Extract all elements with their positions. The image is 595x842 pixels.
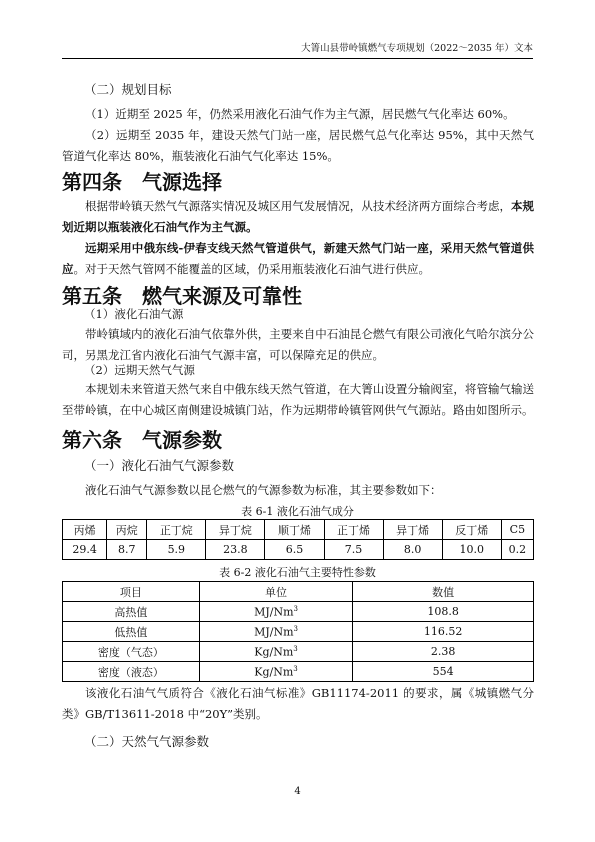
table-cell-value: 108.8 bbox=[353, 602, 534, 622]
table-cell-unit bbox=[199, 662, 353, 682]
table-header-cell: 项目 bbox=[63, 582, 200, 602]
article-4-para1-bold: 本规划近期以瓶装液化石油气作为主气源。 bbox=[62, 199, 534, 234]
article-6-subheading-natural-gas-parameters: （二）天然气气源参数 bbox=[84, 734, 210, 749]
table-header-cell: 丙烯 bbox=[63, 520, 107, 540]
table-cell-item: 密度（液态） bbox=[63, 662, 200, 682]
table-cell-item: 高热值 bbox=[63, 602, 200, 622]
table-cell-value: 116.52 bbox=[353, 622, 534, 642]
article-4-para1-text: 根据带岭镇天然气气源落实情况及城区用气发展情况，从技术经济两方面综合考虑， bbox=[85, 199, 511, 213]
table-header-cell: 顺丁烯 bbox=[265, 520, 324, 540]
unit-text: Kg/Nm bbox=[254, 665, 294, 679]
article-4-title: 第四条 气源选择 bbox=[62, 170, 222, 194]
table-row bbox=[63, 662, 534, 682]
table-header-cell: 丙烷 bbox=[107, 520, 147, 540]
table-cell-unit bbox=[199, 642, 353, 662]
lpg-composition-table bbox=[62, 519, 534, 560]
table-cell: 8.7 bbox=[107, 540, 147, 560]
section-heading-planning-goal: （二）规划目标 bbox=[84, 82, 172, 97]
table-cell: 23.8 bbox=[206, 540, 265, 560]
article-5-paragraph-natural-gas: 本规划未来管道天然气来自中俄东线天然气管道，在大箐山设置分输阀室，将管输气输送至带岭镇，在中心城区南侧建设城镇门站，作为远期带岭镇管网供气气源站。路由如图所示。 bbox=[62, 382, 534, 417]
article-6-conclusion: 该液化石油气气质符合《液化石油气标准》GB11174-2011 的要求，属《城镇燃气分类》GB/T13611-2018 中“20Y”类别。 bbox=[62, 686, 534, 721]
goal-item-long-term: （2）远期至 2035 年，建设天然气门站一座，居民燃气总气化率达 95%，其中天然气管道气化率达 80%，瓶装液化石油气气化率达 15%。 bbox=[62, 128, 534, 163]
table-cell-unit bbox=[199, 622, 353, 642]
unit-superscript: 3 bbox=[293, 664, 298, 673]
article-5-subheading-lpg: （1）液化石油气源 bbox=[84, 307, 184, 321]
page-number: 4 bbox=[294, 786, 301, 797]
article-6-title: 第六条 气源参数 bbox=[62, 428, 222, 452]
table-cell: 8.0 bbox=[383, 540, 442, 560]
article-5-subheading-natural-gas: （2）远期天然气气源 bbox=[84, 363, 195, 377]
table-cell: 10.0 bbox=[442, 540, 501, 560]
table-cell-unit bbox=[199, 602, 353, 622]
article-4-para2-text: 。对于天然气管网不能覆盖的区域，仍采用瓶装液化石油气进行供应。 bbox=[73, 262, 430, 276]
table-cell: 5.9 bbox=[147, 540, 206, 560]
article-6-intro: 液化石油气气源参数以昆仑燃气的气源参数为标准，其主要参数如下： bbox=[85, 483, 442, 497]
unit-text: Kg/Nm bbox=[254, 645, 294, 659]
article-6-subheading-lpg-parameters: （一）液化石油气气源参数 bbox=[84, 458, 235, 473]
table-cell: 29.4 bbox=[63, 540, 107, 560]
table-cell-value: 554 bbox=[353, 662, 534, 682]
table-6-2-caption: 表 6-2 液化石油气主要特性参数 bbox=[219, 566, 376, 579]
table-cell: 0.2 bbox=[501, 540, 533, 560]
article-5-paragraph-lpg: 带岭镇域内的液化石油气依靠外供，主要来自中石油昆仑燃气有限公司液化气哈尔滨分公司，另黑龙江省内液化石油气气源丰富，可以保障充足的供应。 bbox=[62, 327, 534, 362]
table-header-cell: 反丁烯 bbox=[442, 520, 501, 540]
table-6-1-caption: 表 6-1 液化石油气成分 bbox=[241, 505, 354, 518]
table-cell-value: 2.38 bbox=[353, 642, 534, 662]
table-row bbox=[63, 602, 534, 622]
table-row bbox=[63, 520, 534, 540]
running-header: 大箐山县带岭镇燃气专项规划（2022～2035 年）文本 bbox=[301, 43, 533, 54]
table-cell: 7.5 bbox=[324, 540, 383, 560]
table-row bbox=[63, 540, 534, 560]
article-4-paragraph-2 bbox=[62, 238, 534, 280]
table-header-cell: 数值 bbox=[353, 582, 534, 602]
table-header-cell: 异丁烷 bbox=[206, 520, 265, 540]
unit-superscript: 3 bbox=[293, 624, 298, 633]
table-header-cell: C5 bbox=[501, 520, 533, 540]
table-header-cell: 正丁烯 bbox=[324, 520, 383, 540]
table-row bbox=[63, 642, 534, 662]
goal-item-near-term: （1）近期至 2025 年，仍然采用液化石油气作为主气源，居民燃气气化率达 60%。 bbox=[85, 107, 515, 121]
table-header-cell: 异丁烯 bbox=[383, 520, 442, 540]
table-row bbox=[63, 582, 534, 602]
table-header-cell: 单位 bbox=[199, 582, 353, 602]
unit-text: MJ/Nm bbox=[254, 625, 294, 639]
table-row bbox=[63, 622, 534, 642]
lpg-properties-table bbox=[62, 581, 534, 682]
unit-superscript: 3 bbox=[293, 644, 298, 653]
unit-superscript: 3 bbox=[293, 604, 298, 613]
article-4-para2-bold: 远期采用中俄东线-伊春支线天然气管道供气，新建天然气门站一座，采用天然气管道供应 bbox=[62, 241, 534, 276]
article-5-title: 第五条 燃气来源及可靠性 bbox=[62, 284, 302, 308]
table-cell-item: 密度（气态） bbox=[63, 642, 200, 662]
table-header-cell: 正丁烷 bbox=[147, 520, 206, 540]
header-rule bbox=[62, 58, 533, 59]
article-4-paragraph-1 bbox=[62, 196, 534, 238]
table-cell: 6.5 bbox=[265, 540, 324, 560]
unit-text: MJ/Nm bbox=[254, 605, 294, 619]
table-cell-item: 低热值 bbox=[63, 622, 200, 642]
